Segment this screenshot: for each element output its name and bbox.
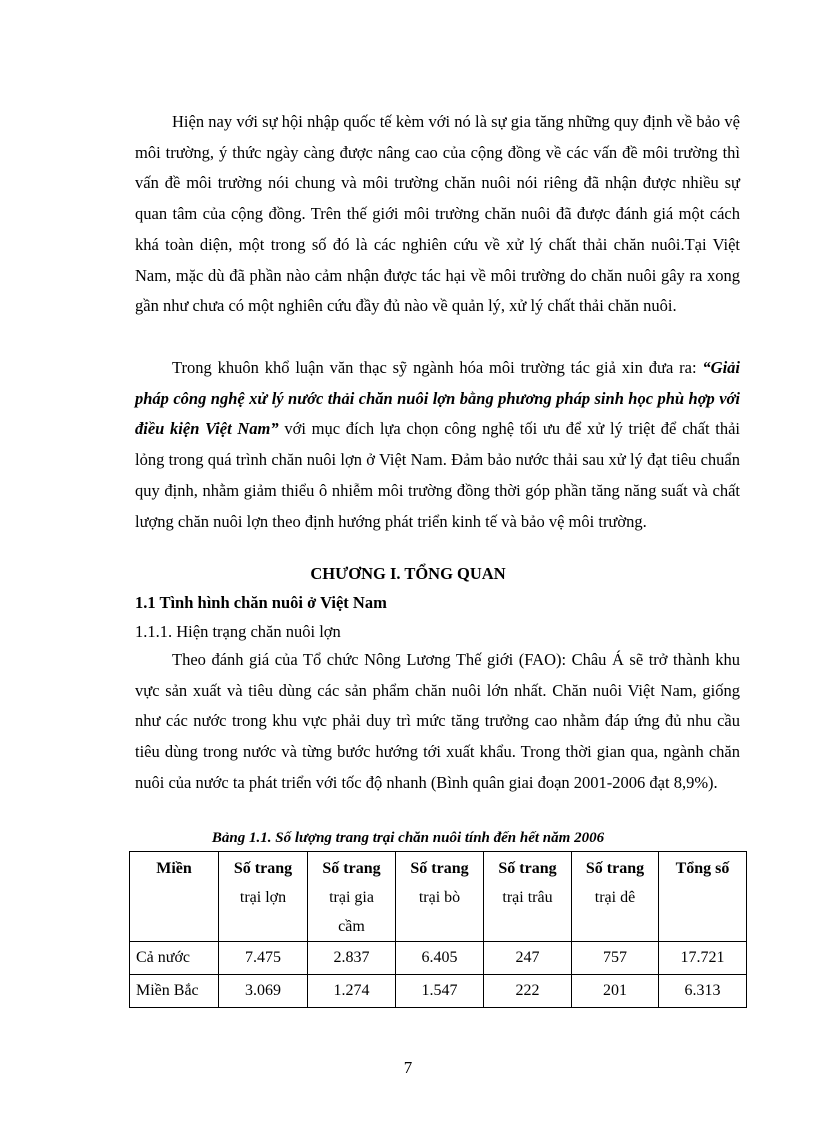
- paragraph-fao: Theo đánh giá của Tổ chức Nông Lương Thế giới (FAO): Châu Á sẽ trở thành khu vực sản xuất và tiêu dùng các sản phẩm chăn nuôi lớn nhất. Chăn nuôi Việt Nam, giống như các nước trong khu vực phải duy trì mức tăng trưởng cao nhằm đáp ứng đủ nhu cầu tiêu dùng trong nước và từng bước hướng tới xuất khẩu. Trong thời gian qua, ngành chăn nuôi của nước ta phát triển với tốc độ nhanh (Bình quân giai đoạn 2001-2006 đạt 8,9%).: [135, 650, 740, 792]
- header-pig-farms: Số trang trại lợn: [219, 852, 308, 942]
- table-row: [130, 975, 747, 1008]
- table-header-row: [130, 852, 747, 942]
- cell-pig: 3.069: [219, 975, 308, 1008]
- cell-total: 6.313: [659, 975, 747, 1008]
- cell-cattle: 1.547: [396, 975, 484, 1008]
- cell-cattle: 6.405: [396, 942, 484, 975]
- page-number: 7: [403, 1058, 413, 1077]
- cell-pig: 7.475: [219, 942, 308, 975]
- header-goat-farms: Số trang trại dê: [572, 852, 659, 942]
- header-poultry-farms: Số trang trại gia cầm: [308, 852, 396, 942]
- paragraph-thesis-intro: Trong khuôn khổ luận văn thạc sỹ ngành hóa môi trường tác giả xin đưa ra:: [172, 358, 703, 377]
- cell-region: Miền Bắc: [130, 975, 219, 1008]
- cell-goat: 201: [572, 975, 659, 1008]
- header-region: Miền: [130, 852, 219, 942]
- cell-buffalo: 222: [484, 975, 572, 1008]
- paragraph-intro: Hiện nay với sự hội nhập quốc tế kèm với nó là sự gia tăng những quy định về bảo vệ môi trường, ý thức ngày càng được nâng cao của cộng đồng về các vấn đề môi trường thì vấn đề môi trường nói chung và môi trường chăn nuôi nói riêng đã nhận được nhiều sự quan tâm của cộng đồng. Trên thế giới môi trường chăn nuôi đã được đánh giá một cách khá toàn diện, một trong số đó là các nghiên cứu về xử lý chất thải chăn nuôi.Tại Việt Nam, mặc dù đã phần nào cảm nhận được tác hại về môi trường do chăn nuôi gây ra xong gần như chưa có một nghiên cứu đầy đủ nào về quản lý, xử lý chất thải chăn nuôi.: [135, 112, 740, 316]
- header-buffalo-farms: Số trang trại trâu: [484, 852, 572, 942]
- cell-poultry: 1.274: [308, 975, 396, 1008]
- section-heading-1-1: 1.1 Tình hình chăn nuôi ở Việt Nam: [135, 593, 387, 612]
- paragraph-thesis-rest: với mục đích lựa chọn công nghệ tối ưu để xử lý triệt để chất thải lỏng trong quá trình chăn nuôi lợn ở Việt Nam. Đảm bảo nước thải sau xử lý đạt tiêu chuẩn quy định, nhằm giảm thiểu ô nhiễm môi trường đồng thời góp phần tăng năng suất và chất lượng chăn nuôi lợn theo định hướng phát triển kinh tế và bảo vệ môi trường.: [135, 419, 740, 531]
- cell-region: Cả nước: [130, 942, 219, 975]
- header-total: Tổng số: [659, 852, 747, 942]
- farm-count-table: [129, 851, 747, 1008]
- header-cattle-farms: Số trang trại bò: [396, 852, 484, 942]
- table-row: [130, 942, 747, 975]
- table-caption: Bảng 1.1. Số lượng trang trại chăn nuôi tính đến hết năm 2006: [211, 830, 605, 846]
- cell-goat: 757: [572, 942, 659, 975]
- paragraph-thesis-scope: [135, 353, 740, 537]
- cell-total: 17.721: [659, 942, 747, 975]
- cell-buffalo: 247: [484, 942, 572, 975]
- chapter-heading: CHƯƠNG I. TỔNG QUAN: [310, 564, 506, 583]
- cell-poultry: 2.837: [308, 942, 396, 975]
- section-heading-1-1-1: 1.1.1. Hiện trạng chăn nuôi lợn: [135, 622, 341, 641]
- thesis-title: “Giải pháp công nghệ xử lý nước thải chăn nuôi lợn bằng phương pháp sinh học phù hợp với điều kiện Việt Nam”: [135, 358, 740, 439]
